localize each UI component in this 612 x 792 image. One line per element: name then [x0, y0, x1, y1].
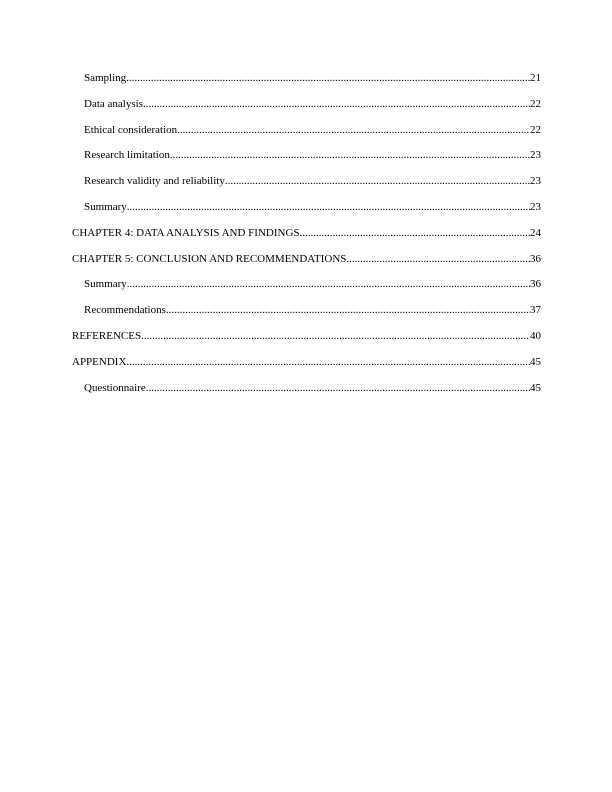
toc-entry-page: 36	[530, 252, 541, 265]
toc-dot-leader	[126, 70, 530, 86]
toc-dot-leader	[127, 199, 530, 215]
toc-dot-leader	[170, 147, 530, 163]
toc-dot-leader	[346, 251, 530, 267]
toc-entry-page: 37	[530, 304, 541, 317]
toc-entry-title: Summary	[84, 200, 127, 213]
toc-entry-research-limitation[interactable]	[72, 147, 541, 173]
toc-entry-page: 21	[530, 72, 541, 84]
toc-entry-title: Sampling	[84, 72, 127, 84]
toc-entry-page: 22	[530, 97, 541, 110]
toc-dot-leader	[143, 96, 530, 112]
toc-entry-recommendations[interactable]	[72, 302, 541, 328]
toc-entry-page: 23	[530, 175, 541, 188]
table-of-contents	[72, 70, 541, 405]
toc-entry-title: Data analysis	[84, 97, 143, 110]
toc-entry-research-validity[interactable]	[72, 173, 541, 199]
toc-entry-chapter-4[interactable]	[72, 225, 541, 251]
toc-entry-page: 40	[530, 329, 541, 342]
toc-dot-leader	[126, 354, 530, 370]
toc-entry-title: Recommendations	[84, 304, 166, 317]
toc-dot-leader	[225, 173, 530, 189]
toc-entry-page: 23	[530, 149, 541, 162]
toc-entry-title: Summary	[84, 278, 127, 291]
toc-entry-summary[interactable]	[72, 199, 541, 225]
toc-entry-title: CHAPTER 4: DATA ANALYSIS AND FINDINGS	[72, 226, 300, 239]
toc-entry-references[interactable]	[72, 328, 541, 354]
toc-entry-title: CHAPTER 5: CONCLUSION AND RECOMMENDATIONS	[72, 252, 347, 265]
toc-entry-chapter-5[interactable]	[72, 251, 541, 277]
toc-dot-leader	[146, 380, 530, 396]
toc-entry-page: 24	[530, 226, 541, 239]
toc-dot-leader	[166, 302, 530, 318]
toc-entry-title: Research validity and reliability	[84, 175, 225, 188]
toc-entry-title: Research limitation	[84, 149, 170, 162]
toc-dot-leader	[300, 225, 530, 241]
toc-entry-page: 22	[530, 123, 541, 136]
toc-entry-sampling[interactable]	[72, 70, 541, 96]
toc-entry-title: Questionnaire	[84, 381, 146, 394]
toc-dot-leader	[177, 122, 530, 138]
toc-entry-title: APPENDIX	[72, 355, 127, 368]
toc-entry-data-analysis[interactable]	[72, 96, 541, 122]
toc-entry-ethical-consideration[interactable]	[72, 122, 541, 148]
toc-entry-summary[interactable]	[72, 276, 541, 302]
toc-entry-page: 36	[530, 278, 541, 291]
toc-dot-leader	[141, 328, 530, 344]
toc-entry-title: Ethical consideration	[84, 123, 178, 136]
toc-entry-page: 45	[530, 381, 541, 394]
toc-entry-page: 45	[530, 355, 541, 368]
toc-entry-title: REFERENCES	[72, 329, 142, 342]
toc-entry-questionnaire[interactable]	[72, 380, 541, 406]
toc-entry-appendix[interactable]	[72, 354, 541, 380]
toc-dot-leader	[127, 276, 530, 292]
toc-entry-page: 23	[530, 200, 541, 213]
